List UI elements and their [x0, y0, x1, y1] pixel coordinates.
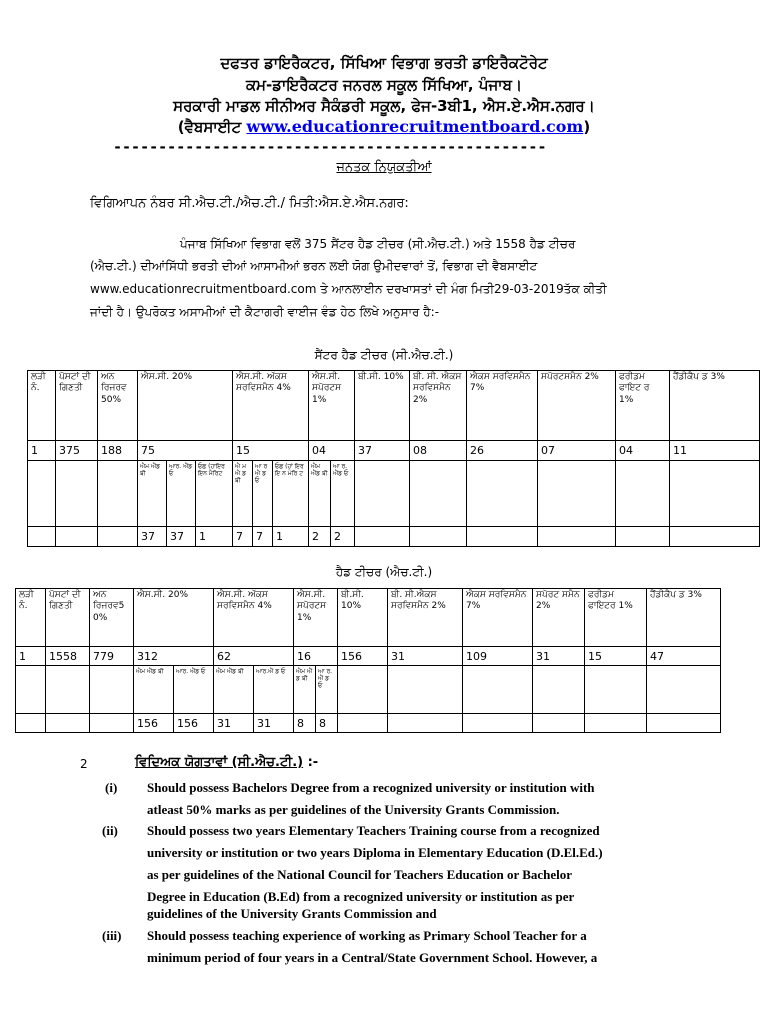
table-header-cell: ਫਰੀਡਮ ਫਾਇਟ ਰ 1%: [616, 371, 670, 441]
table-header-cell: ਬੀ. ਸੀ.ਐਕਸ ਸਰਵਿਸਮੈਨ 2%: [388, 589, 463, 647]
list-item-line: Should possess teaching experience of working as Primary School Teacher for a: [147, 928, 587, 943]
table-subheader-cell: ਐਮ ਐਂਡ ਬੀ: [214, 665, 254, 713]
table-header-cell: ਐਸ.ਸੀ. ਅੱਕਸ ਸਰਵਿਸਮੈਨ 4%: [233, 371, 309, 441]
list-item-line: Should possess Bachelors Degree from a recognized university or institution with: [147, 780, 595, 795]
table-header-cell: ਸਪੋਰਟ ਸਮੈਨ 2%: [533, 589, 585, 647]
table-cell: 16: [294, 647, 338, 666]
table-cell: 04: [309, 441, 355, 461]
intro-line-1: ਪੰਜਾਬ ਸਿੱਖਿਆ ਵਿਭਾਗ ਵਲੋਂ 375 ਸੈਂਟਰ ਹੈਡ ਟੀਚਰ (ਸੀ.ਐਚ.ਟੀ.) ਅਤੇ 1558 ਹੈਡ ਟੀਚਰ: [180, 237, 576, 251]
table-cell: 2: [309, 527, 331, 547]
table-cell: 31: [388, 647, 463, 666]
table-subheader-row: [16, 665, 721, 713]
table-cell: 75: [138, 441, 233, 461]
section-number: 2: [80, 757, 88, 771]
table-cell: 8: [294, 713, 316, 732]
table-cell: 15: [585, 647, 647, 666]
table-cell: 109: [463, 647, 533, 666]
table-subheader-cell: ਓਛ (ਹਾਇਰ ਇਨ ਮੈਰਿਟ: [196, 461, 233, 527]
office-address: ਸਰਕਾਰੀ ਮਾਡਲ ਸੀਨੀਅਰ ਸੈਕੰਡਰੀ ਸਕੂਲ, ਫੇਜ-3ਬੀ1, ਐਸ.ਏ.ਐਸ.ਨਗਰ।: [173, 97, 595, 115]
table-cell: 1558: [46, 647, 90, 666]
table-header-cell: ਐਕਸ ਸਰਵਿਸਮੈਨ 7%: [467, 371, 538, 441]
table-subheader-cell: ਐਮ ਐਂਡ ਬੀ: [309, 461, 331, 527]
table-cell: 08: [410, 441, 467, 461]
table-header-cell: ਫਰੀਡਮ ਫਾਇਟਰ 1%: [585, 589, 647, 647]
table-header-cell: ਲੜੀ ਨੰ.: [16, 589, 46, 647]
table-header-cell: ਲੜੀ ਨੰ.: [28, 371, 56, 441]
table-header-cell: ਐਸ.ਸੀ. ਅੱਕਸ ਸਰਵਿਸਮੈਨ 4%: [214, 589, 294, 647]
section-heading-text: ਵਿਦਿਅਕ ਯੋਗਤਾਵਾਂ (ਸੀ.ਐਚ.ਟੀ.): [135, 755, 304, 770]
website-suffix: ): [583, 118, 591, 136]
section-heading-suffix: :-: [303, 755, 319, 770]
table-cell: 31: [254, 713, 294, 732]
table-subheader-cell: ਓਛ (ਹਾਂ ਇਰ ਇ ਨ ਮੇਰਿ ਟ: [273, 461, 309, 527]
table-header-cell: ਐਸ.ਸੀ. ਸਪੋਰਟਸ 1%: [309, 371, 355, 441]
office-title: ਦਫਤਰ ਡਾਇਰੈਕਟਰ, ਸਿੱਖਿਆ ਵਿਭਾਗ ਭਰਤੀ ਡਾਇਰੈਕਟੋਰੇਟ: [220, 54, 548, 72]
table-cell: 47: [647, 647, 721, 666]
advertisement-line: ਵਿਗਿਆਪਨ ਨੰਬਰ ਸੀ.ਐਚ.ਟੀ./ਐਚ.ਟੀ./ ਮਿਤੀ:ਐਸ.ਏ.ਐਸ.ਨਗਰ:: [90, 196, 409, 211]
intro-line-2: (ਐਚ.ਟੀ.) ਦੀਆਂਸਿੱਧੀ ਭਰਤੀ ਦੀਆਂ ਆਸਾਮੀਆਂ ਭਰਨ ਲਈ ਯੋਗ ਉਮੀਦਵਾਰਾਂ ਤੋਂ, ਵਿਭਾਗ ਦੀ ਵੈਬਸਾਈਟ: [90, 259, 538, 273]
list-item-line: minimum period of four years in a Central/State Government School. However, a: [147, 950, 598, 965]
table-header-cell: ਪੋਸਟਾਂ ਦੀ ਗਿਣਤੀ: [56, 371, 98, 441]
cht-table: [27, 370, 760, 547]
list-item-line: atleast 50% marks as per guidelines of the University Grants Commission.: [147, 802, 560, 817]
table-cell: 312: [134, 647, 214, 666]
table-cell: 188: [98, 441, 138, 461]
table-header-row: [16, 589, 721, 647]
table-header-cell: ਅਨ ਰਿਜਰਵ5 0%: [90, 589, 134, 647]
table-header-cell: ਸਪੋਰਟਸਮੈਨ 2%: [538, 371, 616, 441]
website-link[interactable]: www.educationrecruitmentboard.com: [246, 117, 584, 136]
table-subheader-cell: ਆ ਰ. ਐਂ ਡ ਓ: [316, 665, 338, 713]
table-cell: 156: [338, 647, 388, 666]
table-cell: 779: [90, 647, 134, 666]
table-row: [28, 527, 760, 547]
table-subheader-cell: ਐਮ ਐਂਡ ਬੀ: [134, 665, 174, 713]
table-cell: 15: [233, 441, 309, 461]
table-cell: 1: [16, 647, 46, 666]
table-subheader-cell: ਆਰ.ਐਂ ਡ ਓ: [254, 665, 294, 713]
table-cell: 26: [467, 441, 538, 461]
ht-table-title: ਹੈਡ ਟੀਚਰ (ਐਚ.ਟੀ.): [335, 565, 433, 579]
table-header-cell: ਬੀ. ਸੀ. ਐਕਸ ਸਰਵਿਸਮੈਨ 2%: [410, 371, 467, 441]
table-header-cell: ਐਸ.ਸੀ. ਸਪੋਰਟਸ 1%: [294, 589, 338, 647]
intro-line-4: ਜਾਂਦੀ ਹੈ। ਉਪਰੋਕਤ ਅਸਾਮੀਆਂ ਦੀ ਕੈਟਾਗਰੀ ਵਾਈਜ ਵੰਡ ਹੇਠ ਲਿਖੇ ਅਨੁਸਾਰ ਹੈ:-: [90, 305, 440, 319]
table-subheader-cell: ਆ ਰ. ਐਂਡ ਓ: [331, 461, 355, 527]
table-header-row: [28, 371, 760, 441]
table-cell: 2: [331, 527, 355, 547]
table-cell: 1: [28, 441, 56, 461]
table-cell: 1: [273, 527, 309, 547]
table-cell: 7: [233, 527, 253, 547]
section-heading: [135, 755, 318, 770]
table-cell: 37: [138, 527, 167, 547]
table-cell: 31: [533, 647, 585, 666]
table-cell: 7: [253, 527, 273, 547]
table-cell: 37: [355, 441, 410, 461]
table-subheader-row: [28, 461, 760, 527]
list-item-line: guidelines of the University Grants Commission and: [147, 906, 437, 921]
notice-title: ਜਨਤਕ ਨਿਯੁਕਤੀਆਂ: [336, 160, 432, 175]
table-subheader-cell: ਐ ਮ ਐ ਡ ਬੀ: [233, 461, 253, 527]
table-cell: 31: [214, 713, 254, 732]
table-row: [16, 713, 721, 732]
table-cell: 1: [196, 527, 233, 547]
table-header-cell: ਐਸ.ਸੀ. 20%: [138, 371, 233, 441]
table-header-cell: ਹੈਂਡੀਕੈਪ ਡ 3%: [647, 589, 721, 647]
table-header-cell: ਐਕਸ ਸਰਵਿਸਮੈਨ 7%: [463, 589, 533, 647]
website-line: [0, 117, 768, 136]
list-item-line: university or institution or two years Diploma in Elementary Education (D.El.Ed.): [147, 845, 603, 860]
table-cell: 8: [316, 713, 338, 732]
table-cell: 04: [616, 441, 670, 461]
table-cell: 37: [167, 527, 196, 547]
table-cell: 156: [134, 713, 174, 732]
table-header-cell: ਪੋਸਟਾਂ ਦੀ ਗਿਣਤੀ: [46, 589, 90, 647]
table-header-cell: ਬੀ.ਸੀ. 10%: [355, 371, 410, 441]
table-subheader-cell: ਐਮ ਐਂਡ ਬੀ: [138, 461, 167, 527]
list-item-line: as per guidelines of the National Council for Teachers Education or Bachelor: [147, 867, 573, 882]
office-subtitle: ਕਮ-ਡਾਇਰੈਕਟਰ ਜਨਰਲ ਸਕੂਲ ਸਿੱਖਿਆ, ਪੰਜਾਬ।: [245, 76, 523, 94]
table-header-cell: ਹੈਂਡੀਕੈਪ ਡ 3%: [670, 371, 760, 441]
table-cell: 375: [56, 441, 98, 461]
intro-line-3: www.educationrecruitmentboard.com ਤੇ ਆਨਲਾਈਨ ਦਰਖਾਸਤਾਂ ਦੀ ਮੰਗ ਮਿਤੀ29-03-2019ਤੱਕ ਕੀਤੀ: [90, 282, 607, 296]
list-item-marker: (iii): [102, 928, 122, 943]
table-row: [28, 441, 760, 461]
list-item-marker: (i): [105, 780, 118, 795]
table-subheader-cell: ਆਰ. ਐਂਡ ਓ: [174, 665, 214, 713]
list-item-line: Should possess two years Elementary Teachers Training course from a recognized: [147, 823, 600, 838]
table-header-cell: ਅਨ ਰਿਜਰਵ 50%: [98, 371, 138, 441]
cht-table-title: ਸੈਂਟਰ ਹੈਡ ਟੀਚਰ (ਸੀ.ਐਚ.ਟੀ.): [314, 348, 454, 362]
table-header-cell: ਐਸ.ਸੀ. 20%: [134, 589, 214, 647]
table-subheader-cell: ਆਰ. ਐਂਡ ਓ: [167, 461, 196, 527]
ht-table: [15, 588, 721, 733]
table-subheader-cell: ਆ ਰ ਐ ਡ ਓ: [253, 461, 273, 527]
website-prefix: (ਵੈਬਸਾਈਟ: [177, 118, 247, 136]
table-header-cell: ਬੀ.ਸੀ. 10%: [338, 589, 388, 647]
list-item-marker: (ii): [102, 823, 118, 838]
table-cell: 07: [538, 441, 616, 461]
header-divider: ------------------------------------------------: [113, 138, 547, 156]
table-cell: 62: [214, 647, 294, 666]
list-item-line: Degree in Education (B.Ed) from a recognized university or institution as per: [147, 889, 575, 904]
table-cell: 156: [174, 713, 214, 732]
table-cell: 11: [670, 441, 760, 461]
table-row: [16, 647, 721, 666]
table-subheader-cell: ਐਮ ਐਂ ਡ ਬੀ: [294, 665, 316, 713]
